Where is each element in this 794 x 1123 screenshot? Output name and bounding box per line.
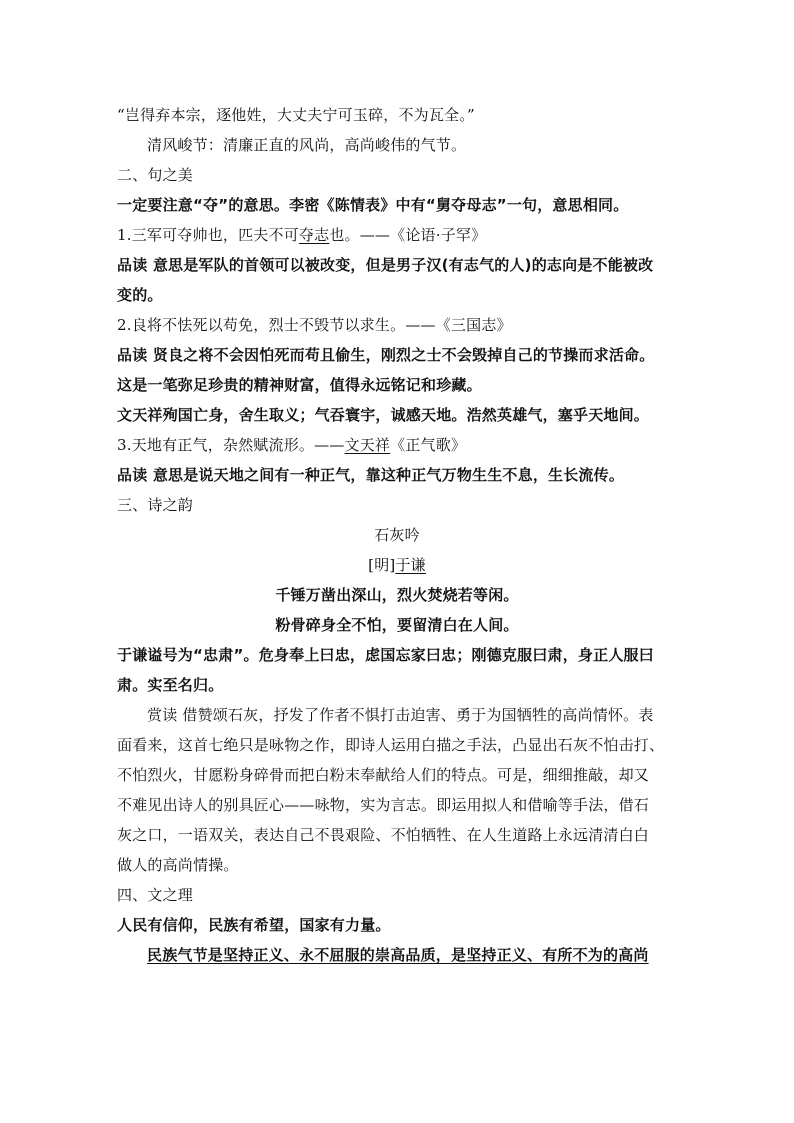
section-heading-3: 三、诗之韵 bbox=[117, 496, 194, 514]
wen-tianxiang-line: 文天祥殉国亡身，舍生取义；气吞寰宇，诚感天地。浩然英雄气，塞乎天地间。 bbox=[117, 406, 650, 424]
poem-title: 石灰吟 bbox=[374, 526, 420, 544]
appreciation-line-2: 面看来，这首七绝只是咏物之作，即诗人运用白描之手法，凸显出石灰不怕击打、 bbox=[117, 736, 665, 754]
sentence-1-underlined: 夺志 bbox=[298, 226, 330, 244]
reading-3: 品读 意思是说天地之间有一种正气，靠这种正气万物生生不息，生长流传。 bbox=[117, 466, 625, 484]
quote-line: “岂得弃本宗，逐他姓，大丈夫宁可玉碎，不为瓦全。” bbox=[117, 106, 475, 124]
motto-line: 人民有信仰，民族有希望，国家有力量。 bbox=[117, 916, 391, 934]
poem-line-1: 千锤万凿出深山，烈火焚烧若等闲。 bbox=[275, 586, 519, 604]
yuqian-line-2: 肃。实至名归。 bbox=[117, 676, 224, 694]
idiom-explanation: 清风峻节：清廉正直的风尚，高尚峻伟的气节。 bbox=[147, 136, 467, 154]
appreciation-line-4: 不难见出诗人的别具匠心——咏物，实为言志。即运用拟人和借喻等手法，借石 bbox=[117, 796, 650, 814]
reading-2-line-1: 品读 贤良之将不会因怕死而苟且偷生，刚烈之士不会毁掉自己的节操而求活命。 bbox=[117, 346, 655, 364]
sentence-3-underlined: 文天祥 bbox=[344, 436, 391, 454]
appreciation-line-3: 不怕烈火，甘愿粉身碎骨而把白粉末奉献给人们的特点。可是，细细推敲，却又 bbox=[117, 766, 650, 784]
reading-1-line-1: 品读 意思是军队的首领可以被改变，但是男子汉(有志气的人)的志向是不能被改 bbox=[117, 256, 654, 274]
poem-author bbox=[117, 550, 677, 580]
sentence-1 bbox=[117, 220, 677, 250]
reading-1-line-2: 变的。 bbox=[117, 286, 163, 304]
section-heading-2: 二、句之美 bbox=[117, 166, 194, 184]
appreciation-line-6: 做人的高尚情操。 bbox=[117, 856, 239, 874]
sentence-3-part-a: 3.天地有正气，杂然赋流形。—— bbox=[117, 436, 345, 454]
poem-dynasty: [明] bbox=[368, 556, 396, 574]
sentence-1-part-a: 1.三军可夺帅也，匹夫不可 bbox=[117, 226, 299, 244]
sentence-3-part-c: 《正气歌》 bbox=[390, 436, 467, 454]
appreciation-line-1: 赏读 借赞颂石灰，抒发了作者不惧打击迫害、勇于为国牺牲的高尚情怀。表 bbox=[147, 706, 654, 724]
sentence-1-part-c: 也。——《论语·子罕》 bbox=[329, 226, 487, 244]
sentence-3 bbox=[117, 430, 677, 460]
poem-author-name: 于谦 bbox=[395, 556, 426, 574]
document-page bbox=[117, 100, 677, 970]
reading-2-line-2: 这是一笔弥足珍贵的精神财富，值得永远铭记和珍藏。 bbox=[117, 376, 482, 394]
note-line: 一定要注意“夺”的意思。李密《陈情表》中有“舅夺母志”一句，意思相同。 bbox=[117, 196, 629, 214]
sentence-2: 2.良将不怯死以苟免，烈士不毁节以求生。——《三国志》 bbox=[117, 316, 512, 334]
essay-line-1: 民族气节是坚持正义、永不屈服的崇高品质，是坚持正义、有所不为的高尚 bbox=[147, 946, 649, 964]
poem-line-2: 粉骨碎身全不怕，要留清白在人间。 bbox=[275, 616, 519, 634]
yuqian-line-1: 于谦谥号为“忠肃”。危身奉上曰忠，虑国忘家曰忠；刚德克服曰肃，身正人服曰 bbox=[117, 646, 654, 664]
section-heading-4: 四、文之理 bbox=[117, 886, 194, 904]
appreciation-line-5: 灰之口，一语双关，表达自己不畏艰险、不怕牺牲、在人生道路上永远清清白白 bbox=[117, 826, 650, 844]
